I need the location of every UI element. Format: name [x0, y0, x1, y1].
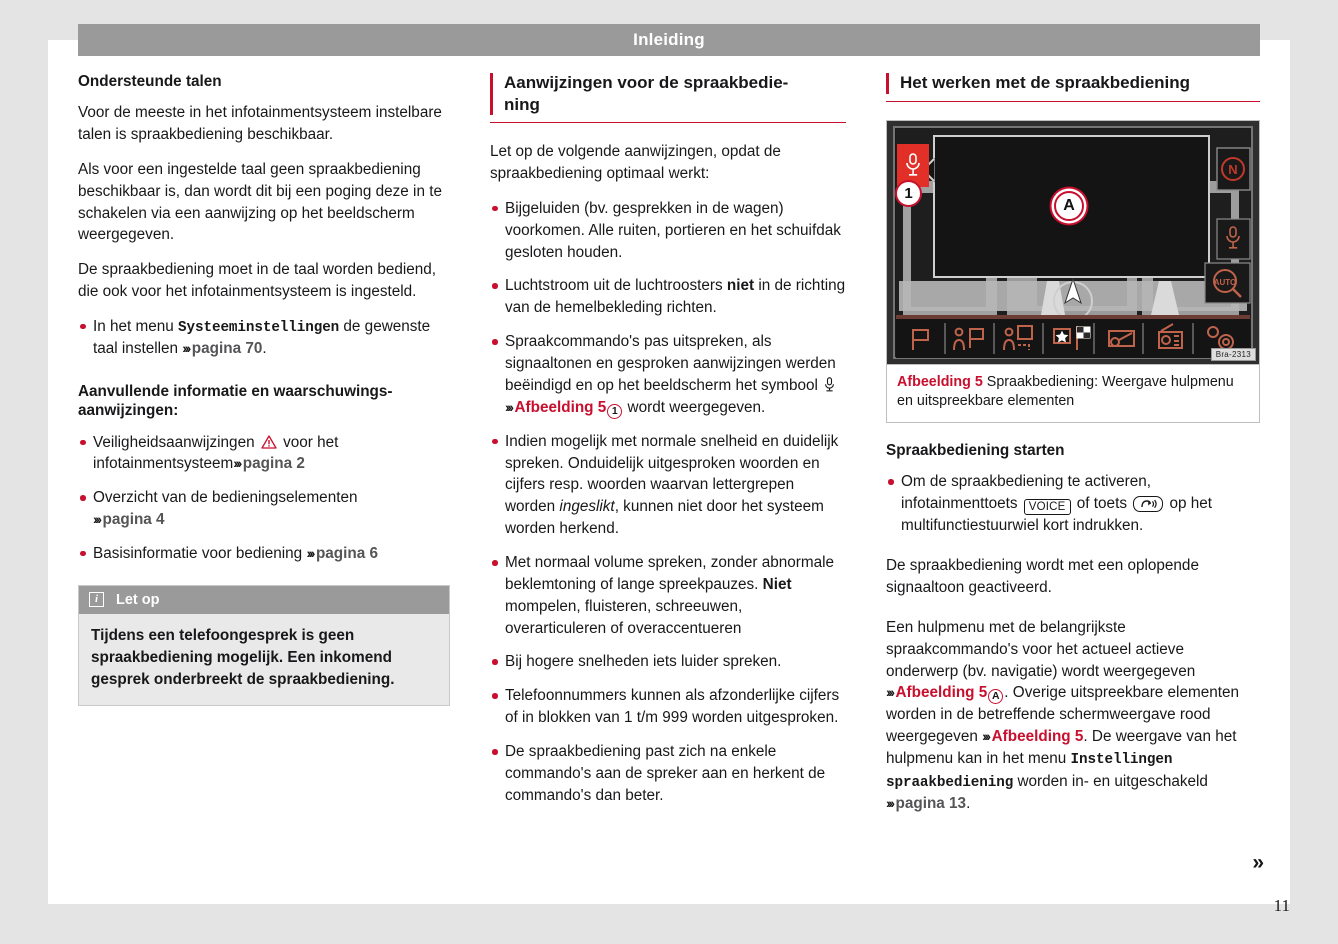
text-segment-1: Een hulpmenu met de belangrijkste spraakcommando's voor het actueel actieve onderwerp (bv. navigatie) wordt weergegeven: [886, 618, 1196, 680]
page-header-title: Inleiding: [633, 30, 705, 49]
bullet-airflow: [490, 275, 846, 319]
svg-text:AUTO: AUTO: [1213, 277, 1237, 287]
bullet-text-pre: In het menu: [93, 317, 179, 335]
section-heading-instructions: [490, 72, 846, 123]
voice-key-icon: [1133, 496, 1163, 512]
note-box: [78, 585, 450, 707]
note-box-title: Let op: [116, 591, 160, 608]
left-column: [78, 72, 450, 828]
figure-caption-text: Spraakbediening: Weergave hulpmenu en uitspreekbare elementen: [897, 373, 1234, 410]
page-columns: [78, 72, 1260, 828]
figure-reference: Afbeelding 5: [514, 398, 607, 416]
chevron-ref-icon: ›››: [182, 340, 189, 357]
intro-paragraph: Let op de volgende aanwijzingen, opdat de spraakbediening optimaal werkt:: [490, 143, 781, 183]
page-number: 11: [1273, 896, 1290, 915]
bullet-text-pre: Indien mogelijk met normale snelheid en duidelijk spreken. Onduidelijk uitgesproken woorden en cijfers resp. woorden waarvan lettergrepen worden: [505, 432, 839, 516]
bullet-phone-numbers: [490, 685, 846, 729]
voice-key-cap: VOICE: [1024, 499, 1071, 515]
bullet-text-pre: Veiligheidsaanwijzingen: [93, 433, 259, 451]
heading-line-2: aanwijzingen:: [78, 402, 179, 420]
heading-text: Het werken met de spraakbediening: [900, 73, 1191, 92]
figure-caption-label: Afbeelding 5: [897, 373, 983, 390]
text-segment-3: . De weergave van het hulpmenu kan in het menu: [886, 728, 1237, 768]
bullet-text-pre: Om de spraakbediening te activeren, infotainmenttoets: [901, 473, 1151, 512]
bullet-text-mid: voor het infotainmentsysteem: [93, 433, 339, 473]
page-reference: pagina 13: [895, 794, 967, 812]
bullet-voice-commands-timing: [490, 331, 846, 419]
heading-line-1: Aanwijzingen voor de spraakbedie-: [504, 73, 789, 92]
menu-name-instellingen-spraakbediening: Instellingen spraakbediening: [886, 752, 1173, 791]
chevron-ref-icon: ›››: [886, 794, 893, 811]
heading-additional-info: [78, 382, 450, 420]
middle-column: [490, 72, 846, 828]
paragraph-1: Voor de meeste in het infotainmentsysteem instelbare talen is spraakbediening beschikbaar.: [78, 104, 442, 143]
bullet-activate-voice-control: [886, 471, 1260, 537]
bullet-adaptation: [490, 741, 846, 807]
figure-image-infotainment-screen: [887, 121, 1259, 364]
paragraph-signal-tone: De spraakbediening wordt met een oplopende signaaltoon geactiveerd.: [886, 557, 1199, 596]
chevron-ref-icon: ›››: [306, 544, 313, 561]
bullet-text-mid: of toets: [1072, 494, 1132, 512]
svg-text:N: N: [1228, 161, 1238, 177]
chevron-ref-icon: ›››: [505, 398, 512, 415]
bullet-text: Bijgeluiden (bv. gesprekken in de wagen) voorkomen. Alle ruiten, portieren en het schuifdak gesloten houden.: [505, 199, 841, 261]
page-reference: pagina 4: [102, 511, 165, 529]
heading-start-voice-control: Spraakbediening starten: [886, 442, 1065, 460]
text-segment-2: . Overige uitspreekbare elementen worden in de betreffende schermweergave rood weergegeven: [886, 684, 1239, 746]
chevron-ref-icon: ›››: [886, 684, 893, 701]
figure-5: [886, 120, 1260, 423]
bullet-text-post: mompelen, fluisteren, schreeuwen, overarticuleren of overaccentueren: [505, 597, 743, 637]
figure-callout-1: 1: [895, 180, 922, 207]
callout-circle-1: 1: [607, 404, 622, 419]
heading-line-1: Aanvullende informatie en waarschuwings-: [78, 383, 393, 401]
callout-circle-a: A: [988, 689, 1003, 704]
text-segment-4: worden in- en uitgeschakeld: [1013, 772, 1208, 790]
bullet-higher-speeds: [490, 651, 846, 673]
paragraph-help-menu: [886, 617, 1260, 815]
figure-reference: Afbeelding 5: [991, 728, 1084, 746]
microphone-icon: [824, 377, 835, 392]
bullet-text-end: .: [262, 340, 267, 358]
figure-reference: Afbeelding 5: [895, 684, 988, 702]
bullet-text: De spraakbediening past zich na enkele commando's aan de spreker aan en herkent de commando's dan beter.: [505, 743, 826, 804]
bullet-system-settings: [78, 316, 450, 360]
info-icon: i: [89, 592, 104, 607]
chevron-ref-icon: ›››: [982, 728, 989, 745]
bullet-text-pre: Spraakcommando's pas uitspreken, als signaaltonen en gesproken aanwijzingen werden beëindigd en op het beeldscherm het symbool: [505, 333, 836, 394]
note-box-header: [79, 586, 449, 614]
bullet-controls-overview: [78, 487, 450, 531]
bullet-text: Telefoonnummers kunnen als afzonderlijke cijfers of in blokken van 1 t/m 999 worden uitgesproken.: [505, 687, 840, 727]
bullet-text-post: wordt weergegeven.: [623, 398, 766, 416]
bullet-text-pre: Met normaal volume spreken, zonder abnormale beklemtoning of lange spreekpauzes.: [505, 554, 835, 593]
heading-line-2: ning: [504, 94, 540, 114]
note-box-body: Tijdens een telefoongesprek is geen spraakbediening mogelijk. Een inkomend gesprek onderbreekt de spraakbediening.: [91, 626, 395, 689]
bullet-speak-clearly: [490, 431, 846, 540]
text-segment-5: .: [966, 794, 971, 812]
page-reference: pagina 70: [191, 340, 263, 358]
bullet-normal-volume: [490, 552, 846, 639]
emphasis-ingeslikt: ingeslikt: [559, 498, 615, 516]
paragraph-3: De spraakbediening moet in de taal worden bediend, die ook voor het infotainmentsysteem is ingesteld.: [78, 261, 437, 301]
page-reference: pagina 2: [242, 455, 305, 473]
bullet-text-post: de gewenste taal instellen: [93, 317, 431, 358]
chevron-ref-icon: ›››: [93, 511, 100, 528]
figure-watermark: Bra-2313: [1211, 348, 1256, 361]
bullet-text-post: , kunnen niet door het systeem worden herkend.: [505, 498, 824, 538]
paragraph-2: Als voor een ingestelde taal geen spraakbediening beschikbaar is, dan wordt dit bij een poging deze in te schakelen via een aanwijzing op het beeldscherm weergegeven.: [78, 160, 442, 244]
warning-triangle-icon: [261, 435, 277, 449]
bullet-text-post: op het multifunctiestuurwiel kort indrukken.: [901, 494, 1212, 535]
bullet-safety-notes: [78, 432, 450, 476]
bullet-text: Bij hogere snelheden iets luider spreken.: [505, 653, 782, 671]
figure-callout-a: A: [1054, 191, 1084, 221]
section-heading-working-with: [886, 72, 1260, 102]
page-header-bar: [78, 24, 1260, 56]
menu-name-systeeminstellingen: Systeeminstellingen: [178, 319, 340, 336]
bullet-basic-info: [78, 543, 450, 565]
emphasis-niet: niet: [726, 277, 755, 295]
bullet-background-noise: [490, 198, 846, 264]
bullet-text-pre: Overzicht van de bedieningselementen: [93, 489, 358, 507]
page-reference: pagina 6: [315, 544, 378, 562]
right-column: [886, 72, 1260, 828]
bullet-text-post: in de richting van de hemelbekleding richten.: [505, 277, 846, 317]
bullet-text-pre: Basisinformatie voor bediening: [93, 544, 307, 562]
infotainment-illustration: [887, 121, 1259, 364]
emphasis-niet: Niet: [762, 575, 792, 593]
chevron-ref-icon: ›››: [233, 455, 240, 472]
heading-supported-languages: Ondersteunde talen: [78, 73, 222, 90]
figure-caption: [887, 364, 1259, 422]
bullet-text-pre: Luchtstroom uit de luchtroosters: [505, 277, 727, 295]
